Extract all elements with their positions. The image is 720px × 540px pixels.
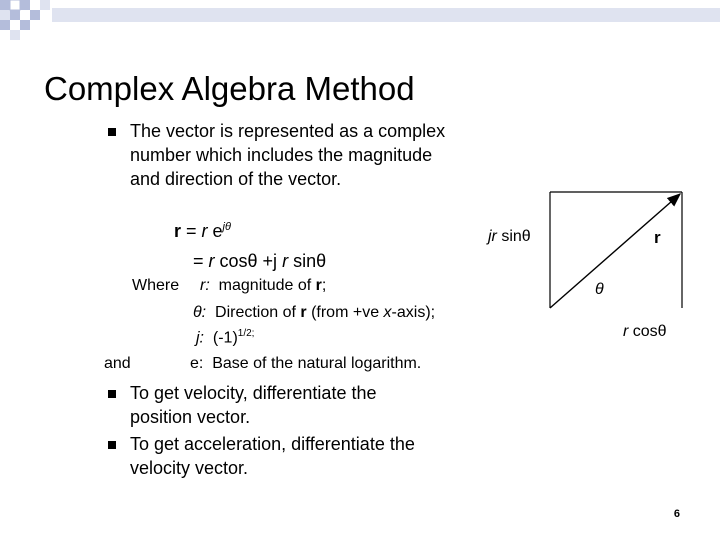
bullet-1-marker: [108, 128, 116, 136]
where-label: Where: [132, 277, 180, 294]
rcos-text: cosθ: [628, 323, 667, 340]
vector-arrow: [550, 194, 680, 308]
where-e-desc: Base of the natural logarithm.: [212, 355, 422, 372]
jr-italic: jr: [488, 228, 497, 245]
eq-line2-r2: r: [282, 251, 289, 271]
where-r-desc: magnitude of: [218, 277, 316, 294]
bullet-2-line2: position vector.: [130, 407, 251, 427]
jr-sin: sinθ: [496, 228, 531, 245]
where-r-bold: r: [315, 277, 322, 294]
eq-line2-sin: sinθ: [288, 251, 327, 271]
where-j-desc: (-1): [212, 329, 238, 347]
eq-line2-r1: r: [208, 251, 215, 271]
rcos-r: r: [623, 323, 629, 340]
where-j-line: [196, 328, 254, 347]
bullet-1-line2: number which includes the magnitude: [130, 145, 433, 165]
where-r-end: ;: [321, 277, 327, 294]
where-theta-bold: r: [300, 304, 307, 321]
exponent: jθ: [222, 221, 231, 233]
bullet-3-marker: [108, 441, 116, 449]
bullet-2-marker: [108, 390, 116, 398]
magnitude-r: r: [201, 221, 208, 241]
vector-r: r: [174, 221, 182, 241]
e-symbol: e: [207, 221, 223, 241]
bullet-1-line1: The vector is represented as a complex: [130, 121, 446, 141]
bullet-3-line1: To get acceleration, differentiate the: [130, 434, 415, 454]
where-theta-desc: Direction of: [215, 304, 301, 321]
slide-title: Complex Algebra Method: [44, 70, 415, 107]
where-theta-line: [193, 304, 435, 322]
where-theta-symbol: θ:: [193, 304, 207, 321]
where-j-symbol: j:: [196, 329, 204, 347]
where-e-line: [190, 355, 421, 373]
where-theta-x: x: [383, 304, 392, 321]
bullet-1-text: [130, 119, 445, 191]
header-decoration: [0, 0, 720, 40]
equation-line-2: [193, 251, 326, 272]
page-number: 6: [673, 508, 680, 520]
theta-angle-label: θ: [595, 281, 604, 298]
where-theta-desc2: (from +ve: [306, 304, 384, 321]
where-e-symbol: e:: [190, 355, 204, 372]
bullet-3-text: [130, 432, 415, 480]
vector-triangle-diagram: [540, 190, 700, 320]
bullet-3-line2: velocity vector.: [130, 458, 249, 478]
where-theta-end: -axis);: [391, 304, 436, 321]
bullet-1-line3: and direction of the vector.: [130, 169, 342, 189]
and-label: and: [104, 355, 131, 372]
r-vector-label: r: [654, 228, 661, 247]
eq-line2-cos: cosθ +j: [214, 251, 283, 271]
equation-line-1: [174, 221, 231, 242]
eq-sign: =: [181, 221, 202, 241]
where-r-symbol: r:: [200, 277, 210, 294]
bullet-2-line1: To get velocity, differentiate the: [130, 383, 377, 403]
bullet-2-text: [130, 381, 376, 429]
jr-sin-label: [488, 228, 531, 246]
where-r-line: [200, 277, 326, 295]
rcos-label: [623, 323, 667, 341]
where-j-exp: 1/2;: [237, 328, 255, 339]
eq-line2-prefix: =: [193, 251, 209, 271]
